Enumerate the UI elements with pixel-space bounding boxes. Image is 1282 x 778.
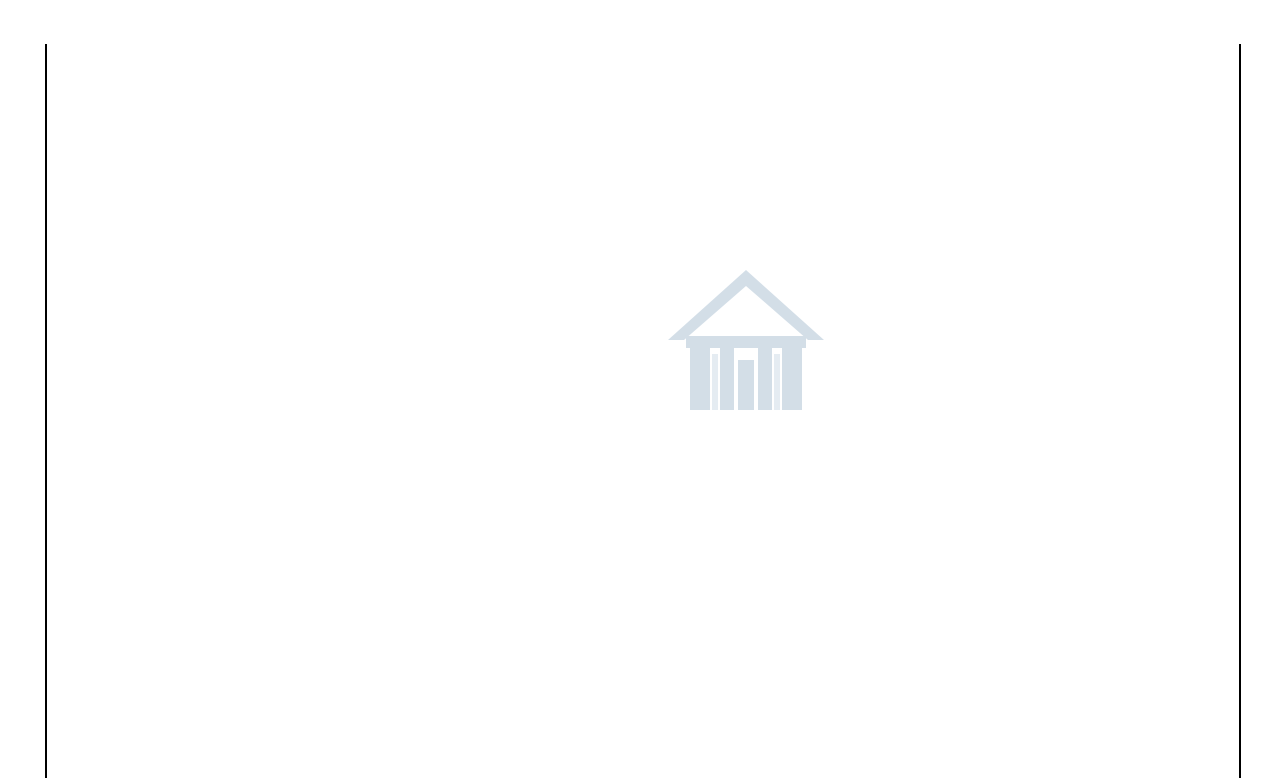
apartments-table [45,44,1241,778]
header-built [344,6,468,9]
